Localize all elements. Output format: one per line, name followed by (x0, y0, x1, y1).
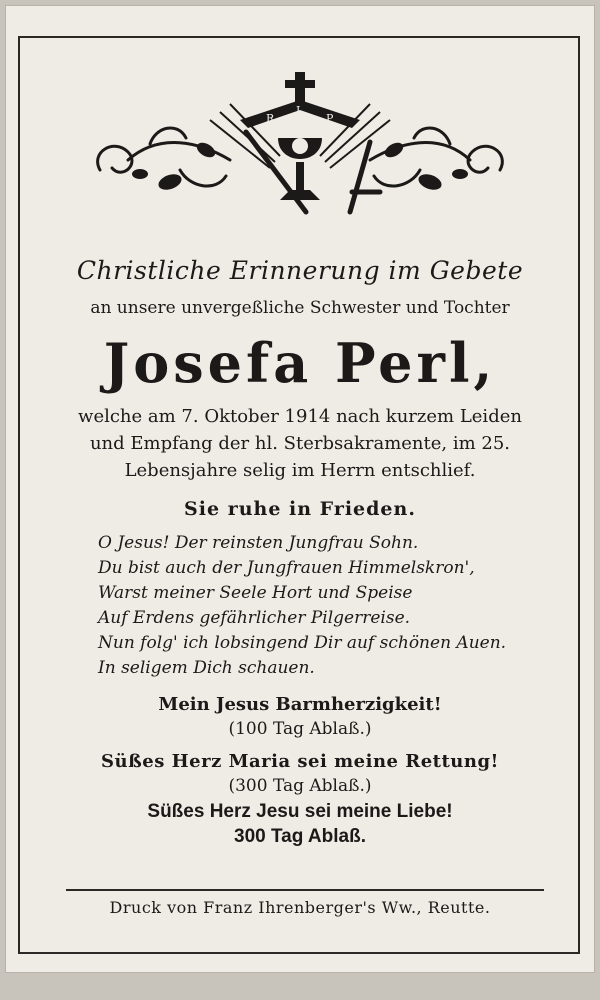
prayer-line: Süßes Herz Jesu sei meine Liebe! (147, 801, 453, 822)
prayer-line: Süßes Herz Maria sei meine Rettung! (101, 751, 499, 772)
indulgence-line: (300 Tag Ablaß.) (228, 776, 372, 796)
heading: Christliche Erinnerung im Gebete (76, 256, 524, 285)
body-line: und Empfang der hl. Sterbsakramente, im 25. (89, 433, 511, 454)
printer-credit: Druck von Franz Ihrenberger's Ww., Reutte. (109, 898, 491, 917)
poem-line: O Jesus! Der reinsten Jungfrau Sohn. (98, 533, 419, 553)
poem-line: Warst meiner Seele Hort und Speise (98, 583, 413, 603)
emblem-letter-p: P (326, 112, 334, 125)
indulgence-line: 300 Tag Ablaß. (234, 826, 366, 847)
prayer-line: Mein Jesus Barmherzigkeit! (158, 694, 442, 715)
emblem-letter-r: R (266, 112, 275, 125)
memorial-card (6, 6, 594, 972)
emblem-letter-i: I (296, 104, 301, 117)
poem-line: Auf Erdens gefährlicher Pilgerreise. (98, 608, 411, 628)
poem-line: Nun folg' ich lobsingend Dir auf schönen Auen. (98, 633, 507, 653)
subheading: an unsere unvergeßliche Schwester und Tochter (90, 298, 510, 318)
poem-line: In seligem Dich schauen. (98, 658, 315, 678)
indulgence-line: (100 Tag Ablaß.) (228, 719, 372, 739)
body-line: welche am 7. Oktober 1914 nach kurzem Leiden (78, 406, 522, 427)
rest-in-peace-line: Sie ruhe in Frieden. (184, 498, 416, 520)
divider (66, 889, 544, 891)
body-line: Lebensjahre selig im Herrn entschlief. (124, 460, 476, 481)
rip-chalice-emblem (70, 42, 530, 222)
poem-line: Du bist auch der Jungfrauen Himmelskron', (98, 558, 475, 578)
deceased-name: Josefa Perl, (103, 331, 497, 395)
